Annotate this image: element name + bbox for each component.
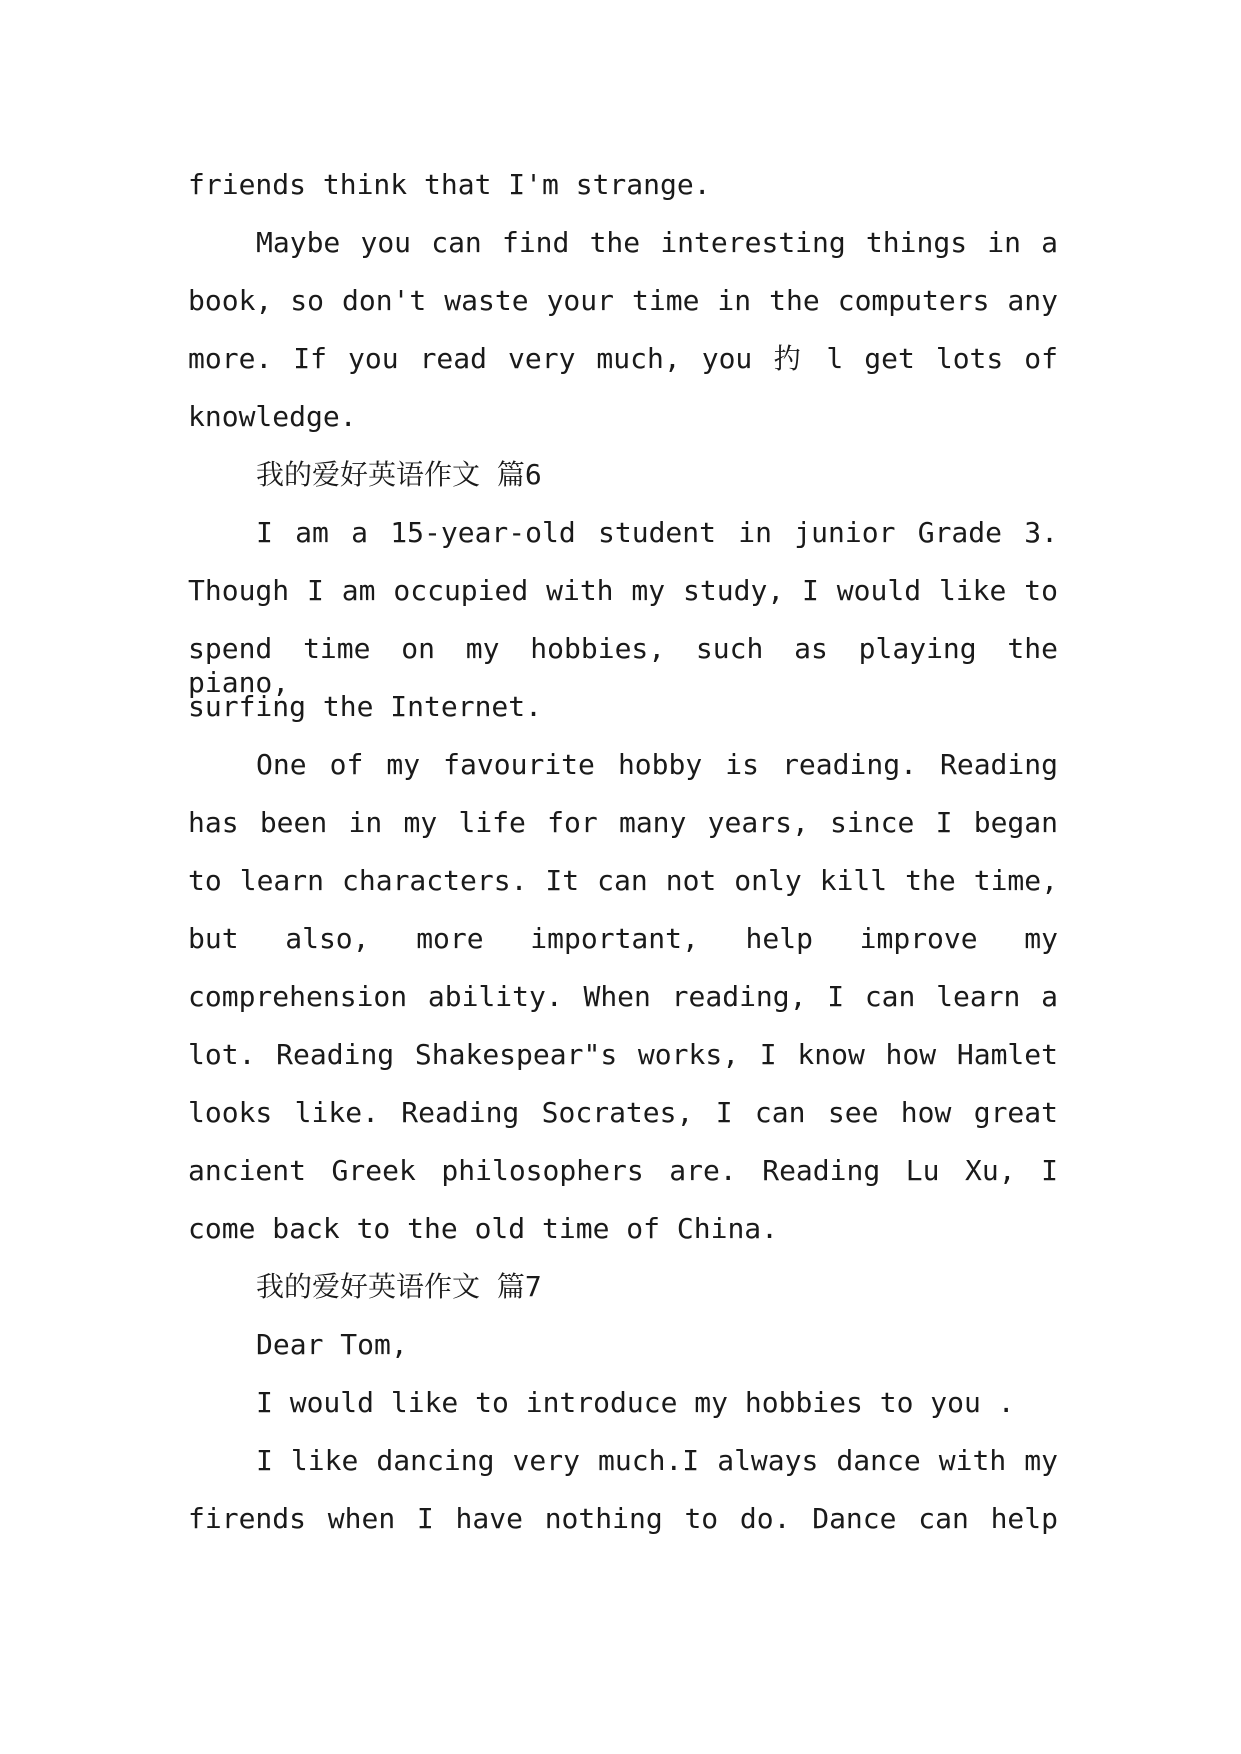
- text-line: has been in my life for many years, since I began: [188, 806, 1058, 839]
- text-line: book, so don't waste your time in the computers any: [188, 284, 1058, 317]
- text-line: friends think that I'm strange.: [188, 168, 711, 201]
- paragraph-first-line: One of my favourite hobby is reading. Reading: [256, 748, 1058, 781]
- paragraph-first-line: Maybe you can find the interesting things in a: [256, 226, 1058, 259]
- text-line: comprehension ability. When reading, I can learn a: [188, 980, 1058, 1013]
- paragraph-first-line: I am a 15-year-old student in junior Grade 3.: [256, 516, 1058, 549]
- text-line: ancient Greek philosophers are. Reading Lu Xu, I: [188, 1154, 1058, 1187]
- text-line: surfing the Internet.: [188, 690, 543, 723]
- text-line: knowledge.: [188, 400, 357, 433]
- paragraph-first-line: I like dancing very much.I always dance with my: [256, 1444, 1058, 1477]
- text-line: lot. Reading Shakespear"s works, I know how Hamlet: [188, 1038, 1058, 1071]
- text-line: Though I am occupied with my study, I would like to: [188, 574, 1058, 607]
- text-line: spend time on my hobbies, such as playing the piano,: [188, 632, 1058, 699]
- text-line: more. If you read very much, you 扚 l get lots of: [188, 342, 1058, 375]
- text-line: but also, more important, help improve my: [188, 922, 1058, 955]
- text-line: to learn characters. It can not only kill the time,: [188, 864, 1058, 897]
- text-line: come back to the old time of China.: [188, 1212, 779, 1245]
- section-heading: 我的爱好英语作文 篇7: [256, 1270, 542, 1303]
- section-heading: 我的爱好英语作文 篇6: [256, 458, 542, 491]
- salutation: Dear Tom,: [256, 1328, 408, 1361]
- text-line: firends when I have nothing to do. Dance can help: [188, 1502, 1058, 1535]
- text-line: looks like. Reading Socrates, I can see how great: [188, 1096, 1058, 1129]
- paragraph-first-line: I would like to introduce my hobbies to you .: [256, 1386, 1015, 1419]
